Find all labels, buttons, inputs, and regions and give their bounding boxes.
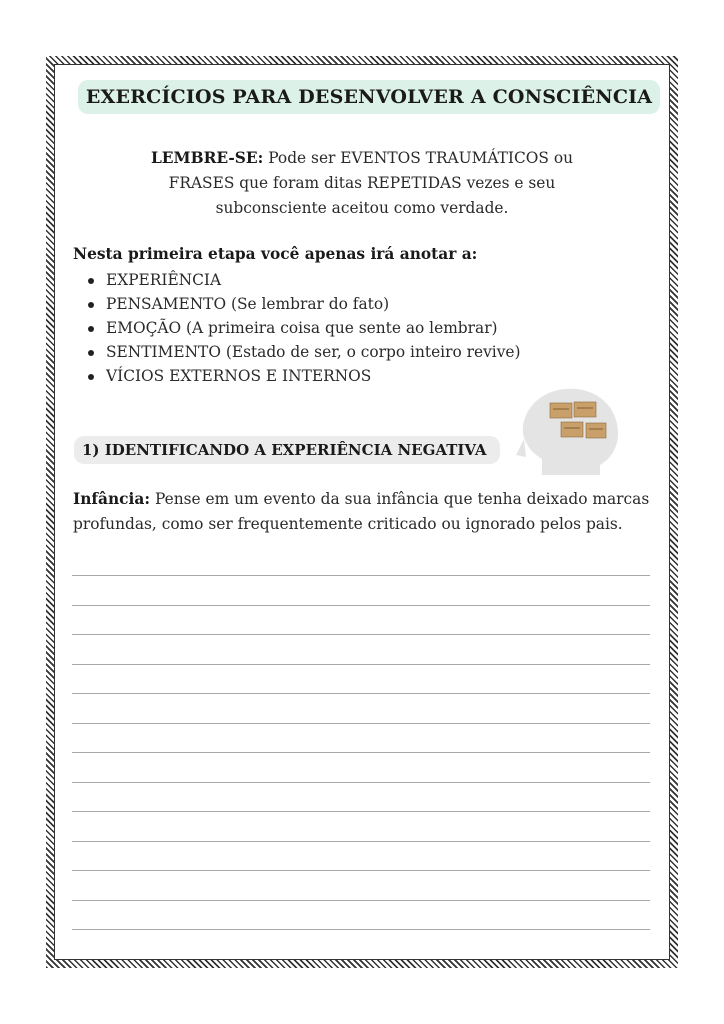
list-item: VÍCIOS EXTERNOS E INTERNOS bbox=[86, 364, 521, 388]
writing-line[interactable] bbox=[72, 693, 650, 694]
writing-line[interactable] bbox=[72, 929, 650, 930]
intro-text: Nesta primeira etapa você apenas irá anotar a: bbox=[73, 245, 478, 263]
list-item: EXPERIÊNCIA bbox=[86, 268, 521, 292]
page-title: EXERCÍCIOS PARA DESENVOLVER A CONSCIÊNCIA bbox=[78, 80, 660, 114]
list-item: PENSAMENTO (Se lembrar do fato) bbox=[86, 292, 521, 316]
writing-line[interactable] bbox=[72, 811, 650, 812]
childhood-prompt bbox=[73, 487, 651, 537]
writing-line[interactable] bbox=[72, 752, 650, 753]
writing-line[interactable] bbox=[72, 664, 650, 665]
writing-line[interactable] bbox=[72, 870, 650, 871]
remember-line-3: subconsciente aceitou como verdade. bbox=[215, 199, 509, 217]
prompt-text: Pense em um evento da sua infância que tenha deixado marcas profundas, como ser frequentemente criticado ou ignorado pelos pais. bbox=[73, 490, 650, 533]
writing-line[interactable] bbox=[72, 841, 650, 842]
remember-label: LEMBRE-SE: bbox=[150, 149, 264, 167]
prompt-label: Infância: bbox=[73, 490, 151, 508]
list-item: SENTIMENTO (Estado de ser, o corpo inteiro revive) bbox=[86, 340, 521, 364]
writing-line[interactable] bbox=[72, 575, 650, 576]
writing-line[interactable] bbox=[72, 900, 650, 901]
remember-line-1: Pode ser EVENTOS TRAUMÁTICOS ou bbox=[263, 149, 574, 167]
writing-line[interactable] bbox=[72, 634, 650, 635]
steps-list bbox=[86, 268, 521, 388]
writing-line[interactable] bbox=[72, 723, 650, 724]
writing-line[interactable] bbox=[72, 605, 650, 606]
remember-line-2: FRASES que foram ditas REPETIDAS vezes e seu bbox=[168, 174, 556, 192]
remember-note bbox=[120, 146, 604, 221]
section-heading: 1) IDENTIFICANDO A EXPERIÊNCIA NEGATIVA bbox=[74, 436, 500, 464]
writing-line[interactable] bbox=[72, 782, 650, 783]
list-item: EMOÇÃO (A primeira coisa que sente ao lembrar) bbox=[86, 316, 521, 340]
head-with-boxes-icon bbox=[512, 385, 624, 477]
